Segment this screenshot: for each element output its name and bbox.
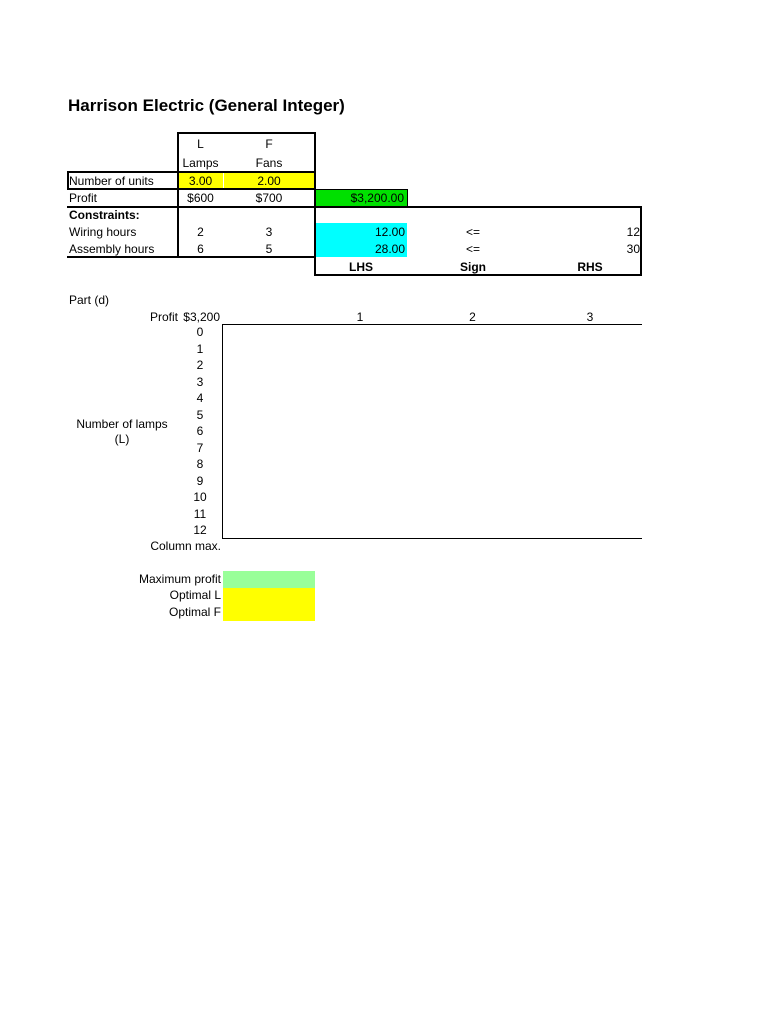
border	[640, 206, 642, 276]
axis-label-line1: Number of lamps	[76, 417, 168, 431]
var-f-header: F	[265, 137, 273, 151]
sign-header: Sign	[460, 260, 486, 274]
page-title: Harrison Electric (General Integer)	[68, 96, 345, 115]
grid-bottom-border	[222, 538, 642, 539]
row-label: 3	[196, 374, 204, 389]
grid-left-border	[222, 324, 223, 538]
border	[67, 206, 642, 208]
row-label: 8	[196, 457, 204, 471]
part-d-label: Part (d)	[69, 293, 110, 307]
row-label: 12	[193, 523, 207, 537]
profit-f-cell[interactable]: $700	[255, 191, 283, 205]
optimal-fill	[223, 588, 315, 621]
profit-label: Profit	[69, 191, 98, 205]
col-header-1: 1	[356, 310, 364, 324]
row-label: 7	[196, 440, 204, 455]
assembly-l-cell[interactable]: 6	[197, 242, 204, 256]
assembly-label: Assembly hours	[69, 242, 155, 256]
column-max-label: Column max.	[150, 539, 221, 553]
axis-label-line2: (L)	[114, 432, 130, 446]
wiring-sign-cell[interactable]: <=	[465, 225, 480, 239]
row-label: 0	[196, 325, 204, 339]
optimal-l-label: Optimal L	[169, 588, 221, 602]
max-profit-fill	[223, 571, 315, 588]
assembly-lhs-cell[interactable]: 28.00	[374, 242, 405, 256]
row-label: 10	[193, 490, 207, 504]
col-header-2: 2	[469, 310, 476, 324]
assembly-sign-cell[interactable]: <=	[465, 242, 480, 256]
assembly-rhs-cell[interactable]: 30	[626, 242, 640, 256]
profit-l-cell[interactable]: $600	[187, 191, 214, 205]
lamps-header: Lamps	[182, 156, 219, 170]
row-label: 5	[196, 407, 204, 422]
row-label: 9	[196, 473, 204, 488]
units-l-cell[interactable]: 3.00	[188, 174, 213, 188]
wiring-l-cell[interactable]: 2	[197, 225, 204, 239]
rhs-header: RHS	[577, 260, 603, 274]
lhs-header: LHS	[349, 260, 373, 274]
constraints-header: Constraints:	[69, 208, 140, 222]
row-label: 1	[196, 341, 204, 356]
assembly-f-cell[interactable]: 5	[265, 242, 273, 256]
row-label: 11	[193, 506, 207, 521]
max-profit-label: Maximum profit	[138, 572, 221, 586]
part-d-profit-label: Profit	[149, 310, 178, 324]
row-label: 4	[196, 391, 204, 405]
border	[407, 189, 408, 206]
profit-total-cell[interactable]: $3,200.00	[350, 191, 404, 205]
grid-top-border	[222, 324, 642, 325]
wiring-lhs-cell[interactable]: 12.00	[374, 225, 405, 239]
part-d-profit-value[interactable]: $3,200	[183, 310, 220, 324]
row-label: 6	[196, 424, 204, 438]
optimal-f-label: Optimal F	[168, 605, 221, 619]
row-label: 2	[196, 358, 204, 372]
wiring-rhs-cell[interactable]: 12	[626, 225, 640, 239]
fans-header: Fans	[255, 156, 283, 170]
var-l-header: L	[197, 137, 204, 151]
wiring-label: Wiring hours	[69, 225, 137, 239]
border	[177, 132, 316, 134]
units-label: Number of units	[69, 174, 154, 188]
col-header-3: 3	[586, 310, 594, 324]
units-f-cell[interactable]: 2.00	[257, 174, 281, 188]
wiring-f-cell[interactable]: 3	[265, 225, 273, 239]
